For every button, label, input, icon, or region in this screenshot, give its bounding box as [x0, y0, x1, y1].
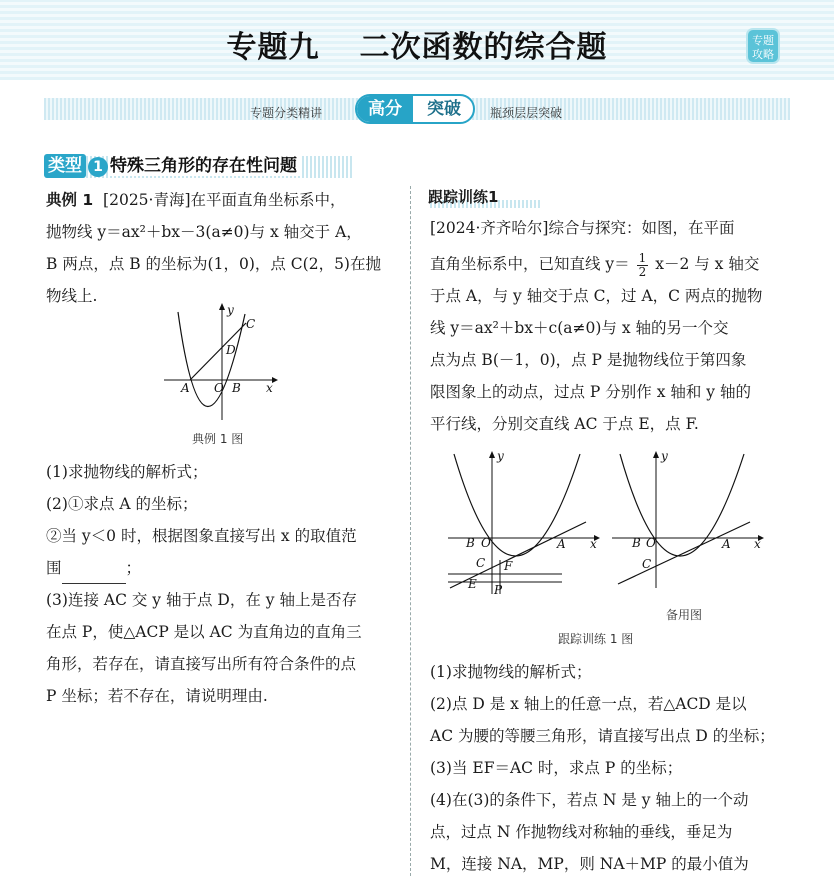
svg-text:x: x	[590, 537, 597, 551]
svg-text:B: B	[232, 381, 241, 395]
tracking-figure-caption: 跟踪训练 1 图	[558, 632, 634, 646]
example-figure	[156, 300, 280, 424]
svg-text:A: A	[722, 537, 731, 551]
svg-text:B: B	[632, 536, 641, 550]
svg-text:O: O	[646, 536, 656, 550]
svg-text:C: C	[246, 317, 256, 331]
svg-text:E: E	[468, 577, 477, 591]
tracking-questions: (1)求抛物线的解析式； (2)点 D 是 x 轴上的任意一点，若△ACD 是以 AC 为腰的等腰三角形，请直接写出点 D 的坐标； (3)当 EF＝AC 时，求点 P 的坐标； (4)在(3)的条件下，若点 N 是 y 轴上的一个动 点，过点 N 作抛物线对称轴的垂线，垂足为 M，连接 NA，MP，则 NA＋MP 的最小值为	[430, 663, 775, 873]
svg-text:B: B	[466, 536, 475, 550]
svg-text:x: x	[754, 537, 761, 551]
column-divider	[410, 186, 411, 876]
svg-text:F: F	[504, 559, 513, 573]
page-title	[0, 22, 834, 66]
tracking-statement: [2024·齐齐哈尔]综合与探究：如图，在平面 直角坐标系中，已知直线 y＝ $\frac{1}{2}$ x－2 与 x 轴交 于点 A，与 y 轴交于点 C，过 A，C 两点的抛物 线 y＝ax²＋bx＋c(a≠0)与 x 轴的另一个交 点为点 B(－1，0)，点 P 是抛物线位于第四象 限图象上的动点，过点 P 分别作 x 轴和 y 轴的 平行线，分别交直线 AC 于点 E，点 F.	[430, 219, 763, 433]
tracking-figure-spare	[608, 448, 768, 598]
example-questions: (1)求抛物线的解析式； (2)①求点 A 的坐标； ②当 y＜0 时，根据图象直接写出 x 的取值范 围 ； (3)连接 AC 交 y 轴于点 D，在 y 轴上是否存 在点 P，使△ACP 是以 AC 为直角边的直角三 角形，若存在，请直接写出所有符合条件的点 P 坐标；若不存在，请说明理由.	[46, 463, 362, 705]
answer-blank[interactable]	[62, 565, 126, 584]
type-number: 1	[88, 157, 108, 177]
fraction-half: $\frac{1}{2}$	[638, 250, 647, 279]
example-label: 典例 1	[46, 191, 94, 209]
title-part2: 二次函数的综合题	[359, 30, 608, 65]
spare-figure-caption: 备用图	[666, 608, 703, 622]
svg-text:y: y	[661, 449, 668, 463]
subheader-right: 瓶颈层层突破	[490, 106, 563, 120]
subheader-left: 专题分类精讲	[250, 106, 323, 120]
svg-text:y: y	[227, 303, 234, 317]
type-heading: 类型 1 特殊三角形的存在性问题	[44, 154, 301, 178]
example-statement: 典例 1 [2025·青海]在平面直角坐标系中， 抛物线 y＝ax²＋bx－3(a≠0)与 x 轴交于 A， B 两点，点 B 的坐标为(1，0)，点 C(2，5)在抛 物线上.	[46, 191, 381, 305]
example-figure-caption: 典例 1 图	[192, 432, 244, 446]
tracking-heading: 跟踪训练1	[428, 186, 540, 208]
page-header	[0, 0, 834, 80]
svg-text:O: O	[481, 536, 491, 550]
svg-text:C: C	[476, 556, 486, 570]
svg-text:C: C	[642, 557, 652, 571]
svg-text:y: y	[497, 449, 504, 463]
topic-badge: 专题 攻略	[746, 28, 780, 64]
title-part1: 专题九	[226, 30, 320, 65]
tracking-figure-main	[444, 448, 604, 598]
svg-text:A: A	[557, 537, 566, 551]
svg-text:x: x	[266, 381, 273, 395]
svg-text:O: O	[214, 381, 224, 395]
svg-text:P: P	[494, 583, 503, 597]
svg-text:D: D	[226, 343, 236, 357]
high-score-pill: 高分 突破	[355, 94, 475, 124]
svg-text:A: A	[181, 381, 190, 395]
